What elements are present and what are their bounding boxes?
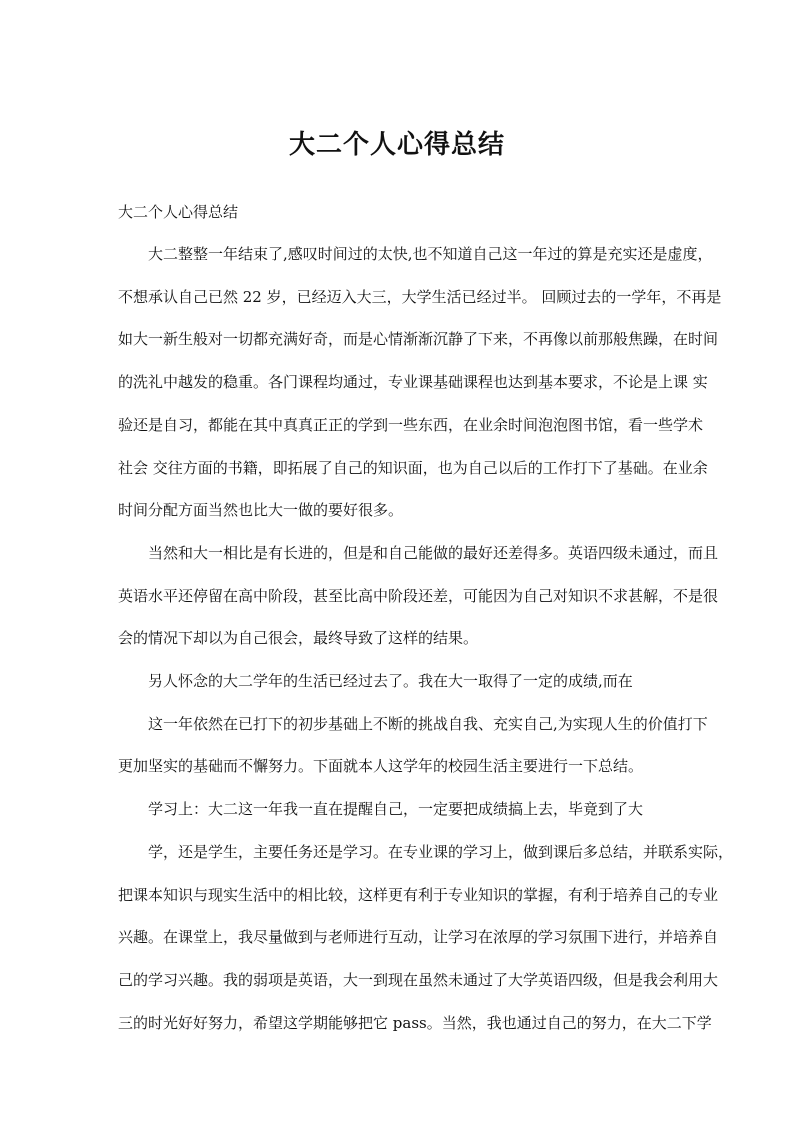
- document-title: 大二个人心得总结: [288, 130, 505, 160]
- paragraph-line: 这一年依然在已打下的初步基础上不断的挑战自我、充实自己,为实现人生的价值打下: [148, 715, 708, 733]
- paragraph-line: 当然和大一相比是有长进的，但是和自己能做的最好还差得多。英语四级未通过，而且: [148, 544, 719, 562]
- paragraph-line: 验还是自习，都能在其中真真正正的学到一些东西，在业余时间泡泡图书馆，看一些学术: [118, 416, 704, 434]
- paragraph-line: 三的时光好好努力，希望这学期能够把它 pass。当然，我也通过自己的努力，在大二下学: [118, 1014, 712, 1032]
- paragraph-line: 兴趣。在课堂上，我尽量做到与老师进行互动，让学习在浓厚的学习氛围下进行，并培养自: [118, 928, 719, 946]
- paragraph-line: 把课本知识与现实生活中的相比较，这样更有利于专业知识的掌握，有利于培养自己的专业: [118, 886, 719, 904]
- paragraph-line: 社会 交往方面的书籍，即拓展了自己的知识面，也为自己以后的工作打下了基础。在业余: [118, 459, 708, 477]
- paragraph-line: 时间分配方面当然也比大一做的要好很多。: [118, 501, 404, 519]
- paragraph-line: 大二整整一年结束了,感叹时间过的太快,也不知道自己这一年过的算是充实还是虚度，: [148, 245, 713, 263]
- paragraph-line: 学习上：大二这一年我一直在提醒自己，一定要把成绩搞上去，毕竟到了大: [148, 800, 644, 818]
- paragraph-line: 更加坚实的基础而不懈努力。下面就本人这学年的校园生活主要进行一下总结。: [118, 757, 644, 775]
- paragraph-line: 不想承认自己已然 22 岁，已经迈入大三，大学生活已经过半。 回顾过去的一学年，不再是: [118, 288, 722, 306]
- paragraph-line: 己的学习兴趣。我的弱项是英语，大一到现在虽然未通过了大学英语四级，但是我会利用大: [118, 971, 719, 989]
- paragraph-line: 学，还是学生，主要任务还是学习。在专业课的学习上，做到课后多总结，并联系实际，: [148, 843, 734, 861]
- paragraph-line: 会的情况下却以为自己很会，最终导致了这样的结果。: [118, 629, 479, 647]
- paragraph-line: 如大一新生般对一切都充满好奇，而是心情渐渐沉静了下来，不再像以前那般焦躁，在时间: [118, 330, 719, 348]
- document-subtitle: 大二个人心得总结: [118, 203, 239, 221]
- paragraph-line: 的洗礼中越发的稳重。各门课程均通过，专业课基础课程也达到基本要求，不论是上课 实: [118, 373, 708, 391]
- paragraph-line: 另人怀念的大二学年的生活已经过去了。我在大一取得了一定的成绩,而在: [148, 672, 633, 690]
- paragraph-line: 英语水平还停留在高中阶段，甚至比高中阶段还差，可能因为自己对知识不求甚解，不是很: [118, 587, 719, 605]
